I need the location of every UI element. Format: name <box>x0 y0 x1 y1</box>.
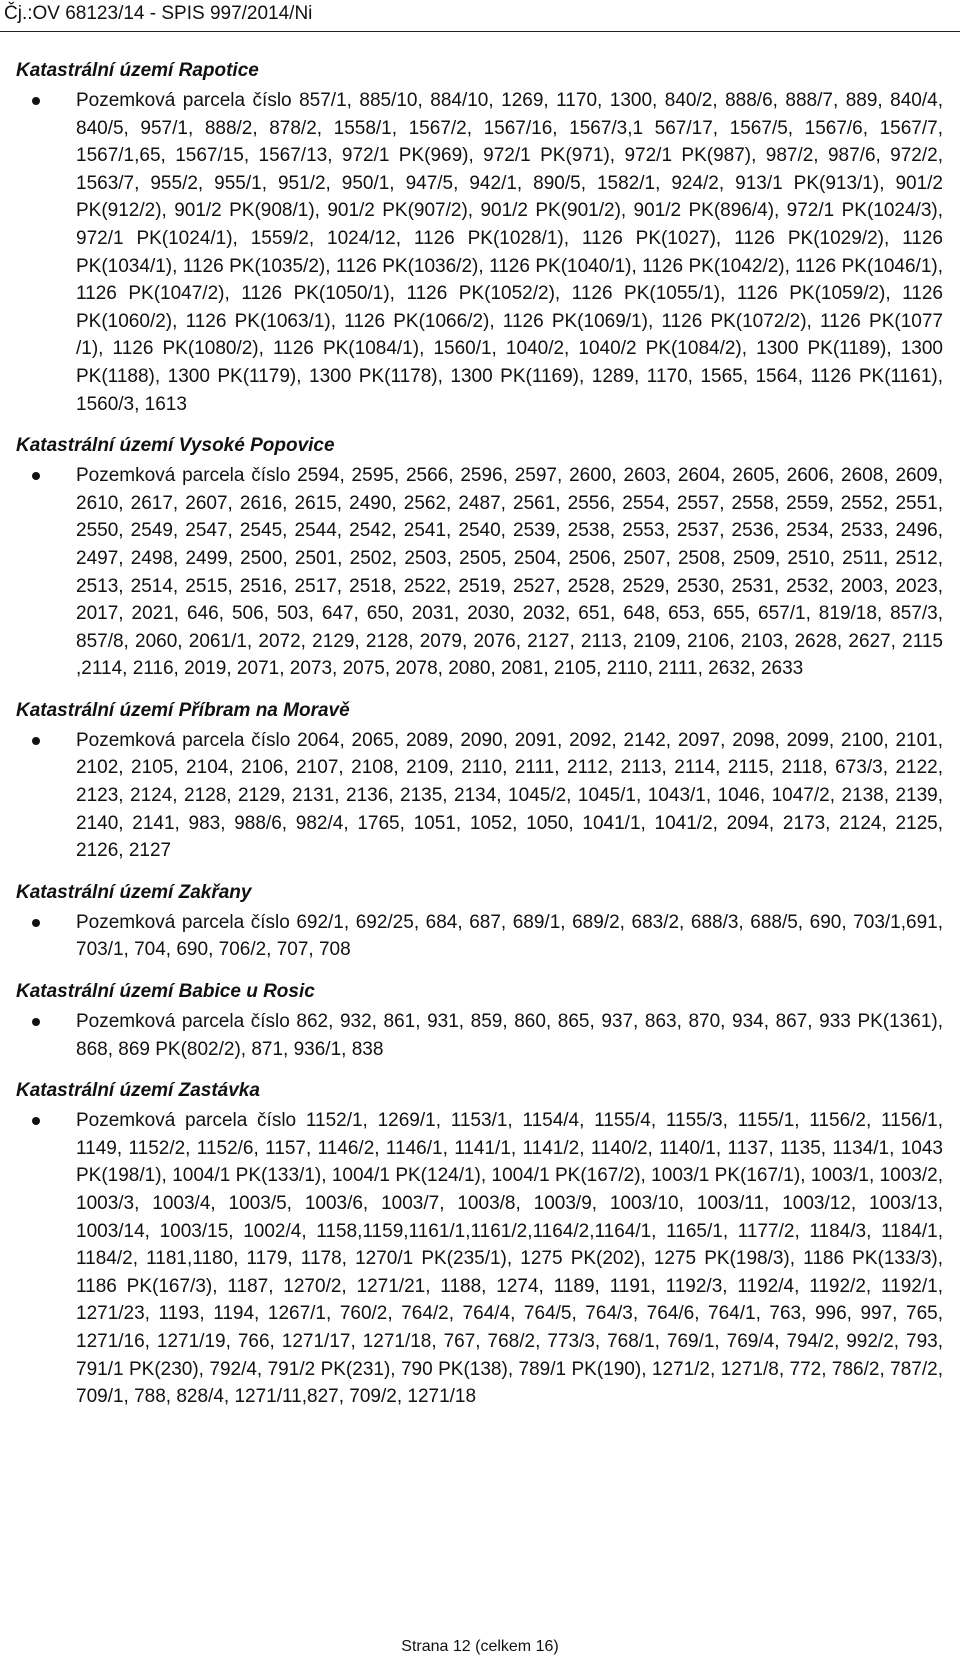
parcel-text: Pozemková parcela číslo 2594, 2595, 2566, 2596, 2597, 2600, 2603, 2604, 2605, 2606, 2608, 2609, 2610, 2617, 2607, 2616, 2615, 2490, 2562, 2487, 2561, 2556, 2554, 2557, 2558, 2559, 2552, 2551, 2550, 2549, 2547, 2545, 2544, 2542, 2541, 2540, 2539, 2538, 2553, 2537, 2536, 2534, 2533, 2496, 2497, 2498, 2499, 2500, 2501, 2502, 2503, 2505, 2504, 2506, 2507, 2508, 2509, 2510, 2511, 2512, 2513, 2514, 2515, 2516, 2517, 2518, 2522, 2519, 2527, 2528, 2529, 2530, 2531, 2532, 2003, 2023, 2017, 2021, 646, 506, 503, 647, 650, 2031, 2030, 2032, 651, 648, 653, 655, 657/1, 819/18, 857/3, 857/8, 2060, 2061/1, 2072, 2129, 2128, 2079, 2076, 2127, 2113, 2109, 2106, 2103, 2628, 2627, 2115 ,2114, 2116, 2019, 2071, 2073, 2075, 2078, 2080, 2081, 2105, 2110, 2111, 2632, 2633 <box>76 465 943 680</box>
parcel-text: Pozemková parcela číslo 1152/1, 1269/1, 1153/1, 1154/4, 1155/4, 1155/3, 1155/1, 1156/2, 1156/1, 1149, 1152/2, 1152/6, 1157, 1146/2, 1146/1, 1141/1, 1141/2, 1140/2, 1140/1, 1137, 1135, 1134/1, 1043 PK(198/1), 1004/1 PK(133/1), 1004/1 PK(124/1), 1004/1 PK(167/2), 1003/1 PK(167/1), 1003/1, 1003/2, 1003/3, 1003/4, 1003/5, 1003/6, 1003/7, 1003/8, 1003/9, 1003/10, 1003/11, 1003/12, 1003/13, 1003/14, 1003/15, 1002/4, 1158,1159,1161/1,1161/2,1164/2,1164/1, 1165/1, 1177/2, 1184/3, 1184/1, 1184/2, 1181,1180, 1179, 1178, 1270/1 PK(235/1), 1275 PK(202), 1275 PK(198/3), 1186 PK(133/3), 1186 PK(167/3), 1187, 1270/2, 1271/21, 1188, 1274, 1189, 1191, 1192/3, 1192/4, 1192/2, 1192/1, 1271/23, 1193, 1194, 1267/1, 760/2, 764/2, 764/4, 764/5, 764/3, 764/6, 764/1, 763, 996, 997, 765, 1271/16, 1271/19, 766, 1271/17, 1271/18, 767, 768/2, 773/3, 768/1, 769/1, 769/4, 794/2, 992/2, 793, 791/1 PK(230), 792/4, 791/2 PK(231), 790 PK(138), 789/1 PK(190), 1271/2, 1271/8, 772, 786/2, 787/2, 709/1, 788, 828/4, 1271/11,827, 709/2, 1271/18 <box>76 1110 943 1408</box>
parcel-list <box>0 1008 960 1063</box>
cadastral-section-pribram-na-morave <box>0 698 960 865</box>
parcel-text: Pozemková parcela číslo 857/1, 885/10, 884/10, 1269, 1170, 1300, 840/2, 888/6, 888/7, 889, 840/4, 840/5, 957/1, 888/2, 878/2, 1558/1, 1567/2, 1567/16, 1567/3,1 567/17, 1567/5, 1567/6, 1567/7, 1567/1,65, 1567/15, 1567/13, 972/1 PK(969), 972/1 PK(971), 972/1 PK(987), 987/2, 987/6, 972/2, 1563/7, 955/2, 955/1, 951/2, 950/1, 947/5, 942/1, 890/5, 1582/1, 924/2, 913/1 PK(913/1), 901/2 PK(912/2), 901/2 PK(908/1), 901/2 PK(907/2), 901/2 PK(901/2), 901/2 PK(896/4), 972/1 PK(1024/3), 972/1 PK(1024/1), 1559/2, 1024/12, 1126 PK(1028/1), 1126 PK(1027), 1126 PK(1029/2), 1126 PK(1034/1), 1126 PK(1035/2), 1126 PK(1036/2), 1126 PK(1040/1), 1126 PK(1042/2), 1126 PK(1046/1), 1126 PK(1047/2), 1126 PK(1050/1), 1126 PK(1052/2), 1126 PK(1055/1), 1126 PK(1059/2), 1126 PK(1060/2), 1126 PK(1063/1), 1126 PK(1066/2), 1126 PK(1069/1), 1126 PK(1072/2), 1126 PK(1077 /1), 1126 PK(1080/2), 1126 PK(1084/1), 1560/1, 1040/2, 1040/2 PK(1084/2), 1300 PK(1189), 1300 PK(1188), 1300 PK(1179), 1300 PK(1178), 1300 PK(1169), 1289, 1170, 1565, 1564, 1126 PK(1161), 1560/3, 1613 <box>76 90 943 415</box>
section-title: Katastrální území Zakřany <box>16 881 252 903</box>
parcel-list <box>0 909 960 964</box>
section-title: Katastrální území Babice u Rosic <box>16 981 315 1003</box>
bullet-icon <box>32 1018 40 1026</box>
section-title: Katastrální území Zastávka <box>16 1080 260 1102</box>
bullet-icon <box>32 472 40 480</box>
section-title: Katastrální území Příbram na Moravě <box>16 699 350 721</box>
cadastral-section-vysoke-popovice <box>0 433 960 683</box>
bullet-icon <box>32 919 40 927</box>
bullet-icon <box>32 97 40 105</box>
parcel-list <box>0 462 960 683</box>
parcel-text: Pozemková parcela číslo 862, 932, 861, 931, 859, 860, 865, 937, 863, 870, 934, 867, 933 PK(1361), 868, 869 PK(802/2), 871, 936/1, 838 <box>76 1011 943 1060</box>
parcel-text: Pozemková parcela číslo 692/1, 692/25, 684, 687, 689/1, 689/2, 683/2, 688/3, 688/5, 690, 703/1,691, 703/1, 704, 690, 706/2, 707, 708 <box>76 911 943 961</box>
parcel-list <box>0 727 960 865</box>
document-reference: Čj.:OV 68123/14 - SPIS 997/2014/Ni <box>4 3 313 24</box>
page-number: Strana 12 (celkem 16) <box>401 1638 559 1655</box>
header-divider <box>0 31 960 32</box>
cadastral-section-zastavka <box>0 1078 960 1411</box>
parcel-text: Pozemková parcela číslo 2064, 2065, 2089, 2090, 2091, 2092, 2142, 2097, 2098, 2099, 2100, 2101, 2102, 2105, 2104, 2106, 2107, 2108, 2109, 2110, 2111, 2112, 2113, 2114, 2115, 2118, 673/3, 2122, 2123, 2124, 2128, 2129, 2131, 2136, 2135, 2134, 1045/2, 1045/1, 1043/1, 1046, 1047/2, 2138, 2139, 2140, 2141, 983, 988/6, 982/4, 1765, 1051, 1052, 1050, 1041/1, 1041/2, 2094, 2173, 2124, 2125, 2126, 2127 <box>76 729 943 862</box>
document-content <box>0 58 960 1426</box>
parcel-list <box>0 87 960 418</box>
bullet-icon <box>32 1117 40 1125</box>
parcel-list <box>0 1107 960 1411</box>
cadastral-section-rapotice <box>0 58 960 418</box>
cadastral-section-zakrany <box>0 880 960 964</box>
bullet-icon <box>32 737 40 745</box>
section-title: Katastrální území Rapotice <box>16 60 259 81</box>
cadastral-section-babice-u-rosic <box>0 979 960 1063</box>
section-title: Katastrální území Vysoké Popovice <box>16 435 335 457</box>
